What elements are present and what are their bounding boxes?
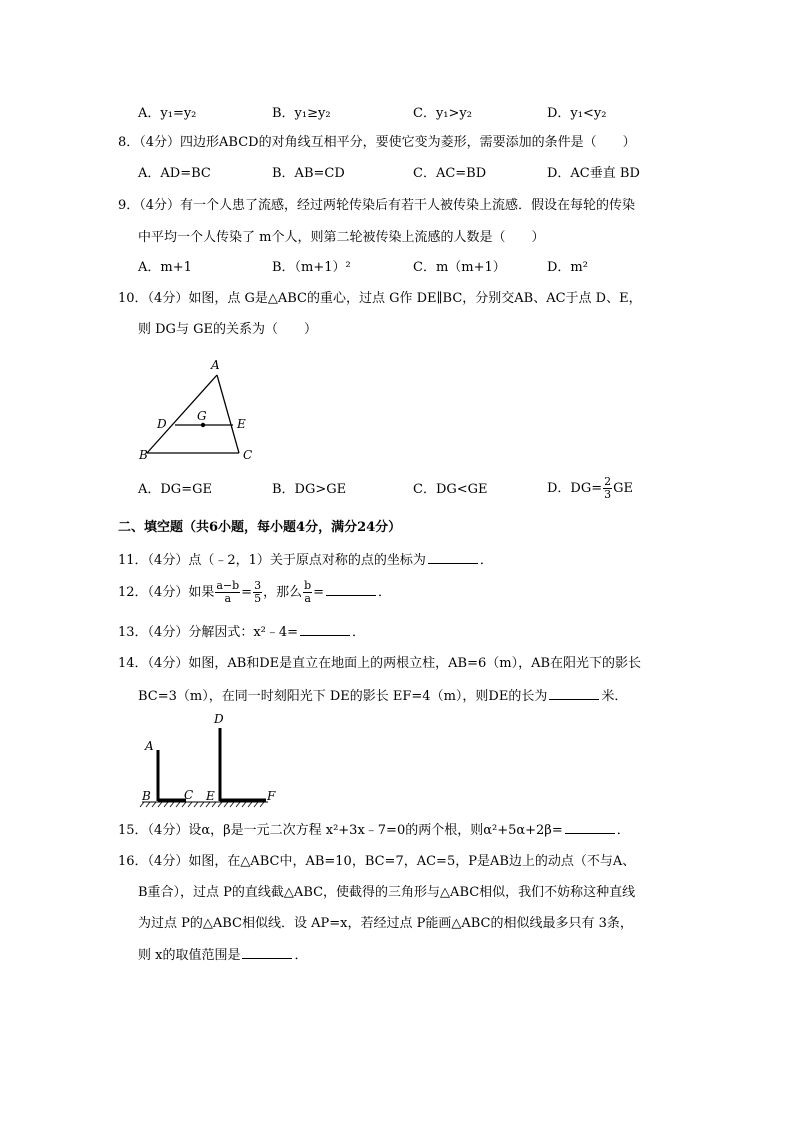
q12-fraction-1 [215, 580, 240, 605]
q14-stem-line1: 14．（4分）如图，AB和DE是直立在地面上的两根立柱，AB=6（m），AB在阳光下的影长 [118, 656, 642, 671]
q13-answer-blank[interactable] [300, 622, 350, 636]
q12-f3-den: a [304, 592, 311, 605]
label-f: F [267, 789, 276, 803]
q7-option-a: A．y₁=y₂ [138, 106, 197, 121]
triangle-side-ac [217, 375, 239, 453]
q12-end: ． [378, 585, 392, 600]
q16-end: ． [294, 948, 308, 963]
q9-option-b: B．（m+1）² [272, 260, 351, 275]
q9-stem-line1: 9．（4分）有一个人患了流感，经过两轮传染后有若干人被传染上流感．假设在每轮的传染 [118, 198, 636, 213]
q14-stem-line2 [138, 686, 627, 707]
q7-option-b: B．y₁≥y₂ [272, 106, 331, 121]
q12-f3-num: b [304, 579, 312, 592]
q7-option-d: D．y₁<y₂ [547, 106, 607, 121]
q10-d-fraction [603, 476, 612, 501]
q15-text: 15．（4分）设α，β是一元二次方程 x²+3x﹣7=0的两个根，则α²+5α+2β= [118, 823, 563, 838]
q11-answer-blank[interactable] [428, 550, 478, 564]
q8-stem: 8．（4分）四边形ABCD的对角线互相平分，要使它变为菱形，需要添加的条件是（ ） [118, 135, 636, 150]
label-a: A [211, 358, 220, 372]
q10-option-b: B．DG>GE [272, 482, 347, 497]
q15-answer-blank[interactable] [565, 820, 615, 834]
q8-option-a: A．AD=BC [138, 166, 211, 181]
q8-option-c: C．AC=BD [413, 166, 487, 181]
q8-option-b: B．AB=CD [272, 166, 345, 181]
label-e: E [206, 789, 215, 803]
q13-text: 13．（4分）分解因式：x²﹣4= [118, 625, 299, 640]
q11-end: ． [479, 553, 493, 568]
q16-stem-line3: 为过点 P的△ABC相似线．设 AP=x，若经过点 P能画△ABC的相似线最多只有 3条， [138, 916, 633, 931]
q10-d-den: 3 [604, 488, 612, 501]
q16-stem4-text: 则 x的取值范围是 [138, 948, 241, 963]
label-g: G [197, 409, 207, 423]
q11-line [118, 550, 493, 571]
q16-answer-blank[interactable] [242, 945, 292, 959]
q9-stem-line2: 中平均一个人传染了 m个人，则第二轮被传染上流感的人数是（ ） [138, 230, 545, 245]
q12-f1-den: a [224, 592, 232, 605]
q9-option-c: C．m（m+1） [413, 260, 506, 275]
q15-end: ． [616, 823, 630, 838]
q14-stem2-text: BC=3（m），在同一时刻阳光下 DE的影长 EF=4（m），则DE的长为 [138, 689, 548, 704]
q11-text: 11．（4分）点（﹣2，1）关于原点对称的点的坐标为 [118, 553, 426, 568]
label-e: E [237, 417, 246, 431]
q9-option-d: D．m² [547, 260, 588, 275]
q10-d-num: 2 [604, 475, 612, 488]
q12-f1-num: a−b [216, 579, 240, 592]
label-b: B [139, 448, 148, 462]
q14-answer-blank[interactable] [549, 686, 599, 700]
q7-option-c: C．y₁>y₂ [413, 106, 472, 121]
q12-f2-num: 3 [254, 579, 262, 592]
q9-option-a: A．m+1 [138, 260, 192, 275]
label-d: D [214, 712, 224, 726]
q13-end: ． [352, 625, 366, 640]
section-2-heading: 二、填空题（共6小题，每小题4分，满分24分） [118, 520, 402, 535]
label-b: B [142, 789, 151, 803]
q12-fraction-3 [303, 580, 312, 605]
q16-stem-line2: B重合），过点 P的直线截△ABC，使截得的三角形与△ABC相似，我们不妨称这种直线 [138, 885, 636, 900]
q14-poles-figure [138, 708, 288, 810]
q12-answer-blank[interactable] [326, 582, 376, 596]
q12-prefix: 12．（4分）如果 [118, 585, 215, 600]
label-a: A [145, 739, 154, 753]
ground-hatch [140, 802, 264, 807]
q8-option-d: D．AC垂直 BD [547, 166, 640, 181]
q12-fraction-2 [253, 580, 262, 605]
centroid-point-g [201, 423, 205, 427]
q16-stem-line4 [138, 945, 307, 966]
q10-d-prefix: D．DG= [547, 481, 603, 496]
label-c: C [243, 448, 253, 462]
q10-triangle-figure [135, 355, 265, 465]
q10-stem-line1: 10．（4分）如图，点 G是△ABC的重心，过点 G作 DE∥BC，分别交AB、AC于点 D、E， [118, 291, 642, 306]
q12-f2-den: 5 [254, 592, 262, 605]
q13-line [118, 622, 365, 643]
q12-line [118, 578, 391, 608]
q10-option-c: C．DG<GE [413, 482, 488, 497]
q12-eq: = [241, 585, 253, 600]
q10-d-suffix: GE [613, 481, 633, 496]
q10-option-a: A．DG=GE [138, 482, 212, 497]
q15-line [118, 820, 630, 841]
label-c: C [184, 788, 194, 802]
q10-stem-line2: 则 DG与 GE的关系为（ ） [138, 322, 317, 337]
q12-eq2: = [313, 585, 325, 600]
q10-option-d [547, 474, 633, 504]
label-d: D [157, 417, 167, 431]
q14-end: 米． [601, 689, 628, 704]
q12-mid: ，那么 [263, 585, 303, 600]
q16-stem-line1: 16．（4分）如图，在△ABC中，AB=10，BC=7，AC=5，P是AB边上的动点（不与A、 [118, 854, 636, 869]
